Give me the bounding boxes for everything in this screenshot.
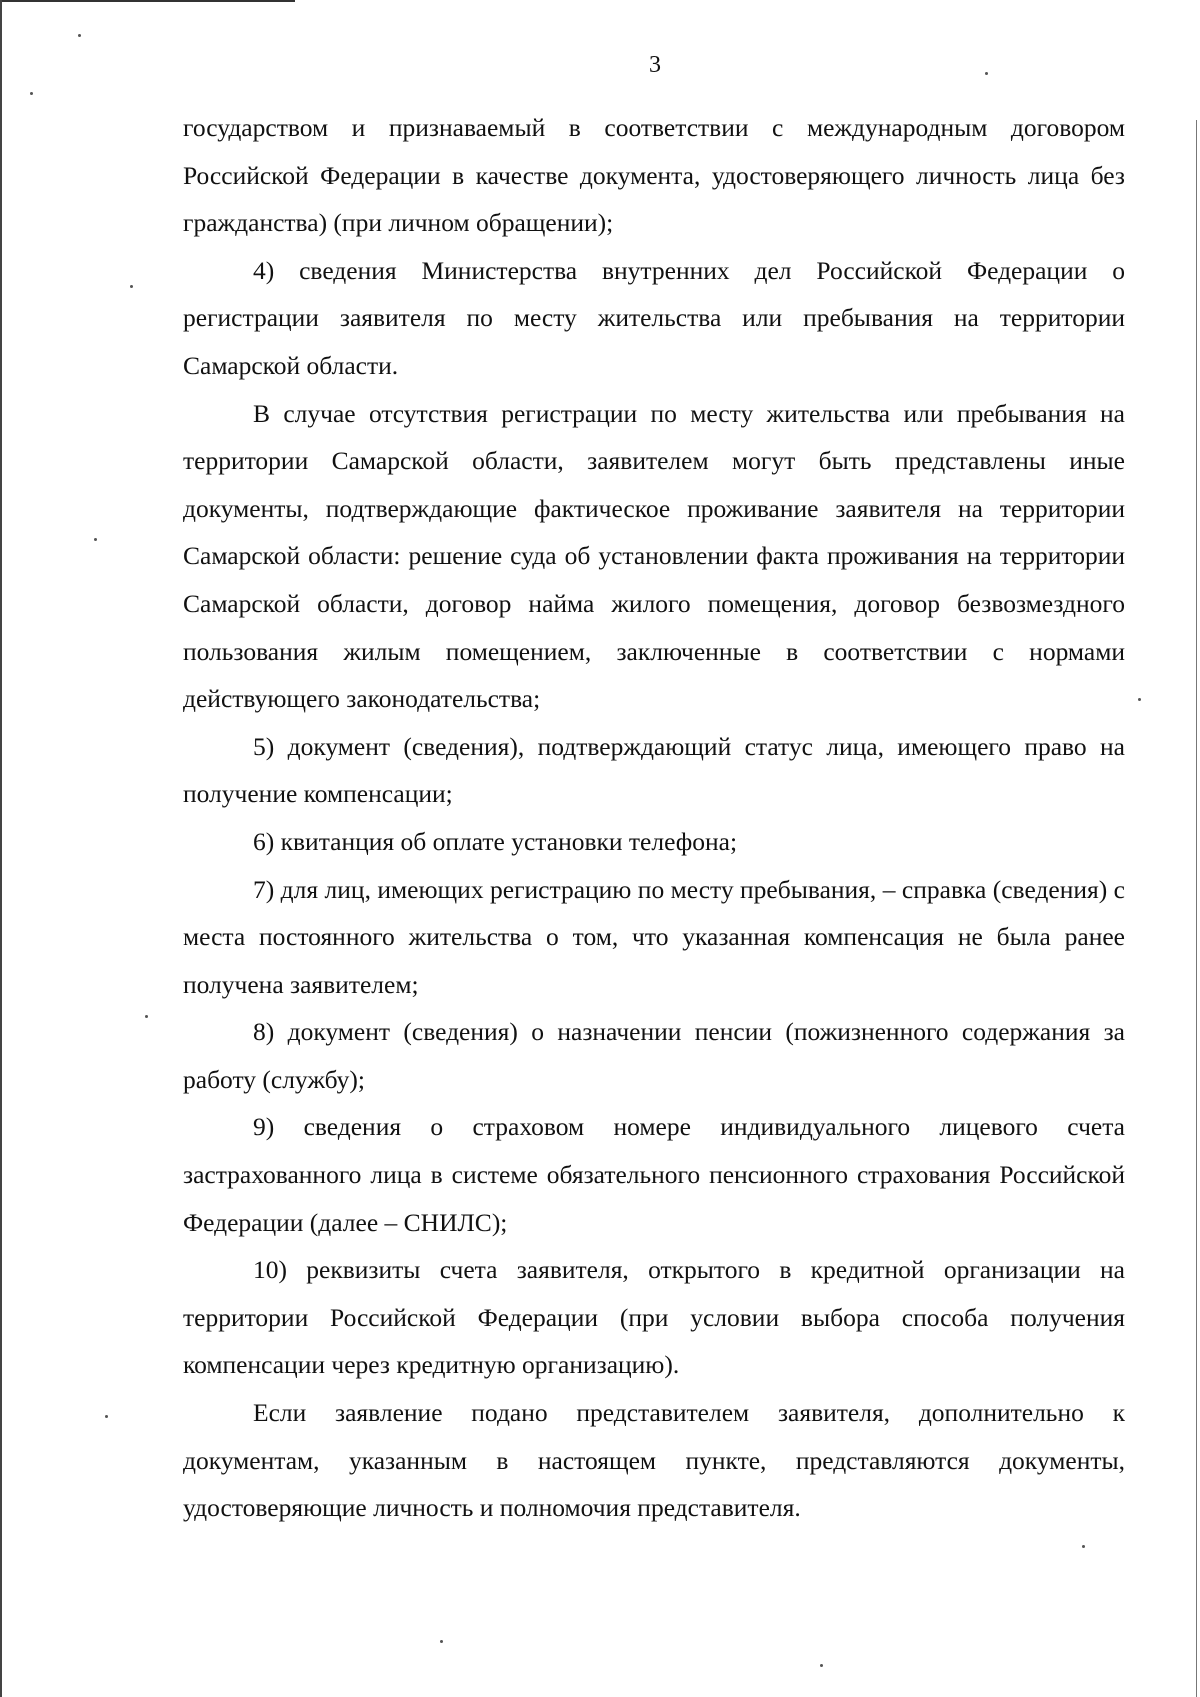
scan-border-left [0,0,2,1697]
paragraph-item-8: 8) документ (сведения) о назначении пенсии (пожизненного содержания за работу (службу); [183,1017,1125,1094]
paragraph-representative-note: Если заявление подано представителем заявителя, дополнительно к документам, указанным в настоящем пункте, представляются документы, удостоверяющие личность и полномочия представителя. [183,1398,1125,1523]
paragraph-continuation: государством и признаваемый в соответствии с международным договором Российской Федерации в качестве документа, удостоверяющего личность лица без гражданства) (при личном обращении); [183,113,1125,238]
scan-speck [130,285,133,288]
paragraph-registration-note: В случае отсутствия регистрации по месту жительства или пребывания на территории Самарской области, заявителем могут быть представлены иные документы, подтверждающие фактическое проживание заявителя на территории Самарской области: решение суда об установлении факта проживания на территории Самарской области, договор найма жилого помещения, договор безвозмездного пользования жилым помещением, заключенные в соответствии с нормами действующего законодательства; [183,398,1125,714]
scan-speck [30,92,33,95]
paragraph-item-9: 9) сведения о страховом номере индивидуального лицевого счета застрахованного лица в системе обязательного пенсионного страхования Российской Федерации (далее – СНИЛС); [183,1112,1125,1237]
scan-speck [440,1640,443,1643]
scan-speck [985,72,988,75]
scan-speck [1138,698,1141,701]
page-number: 3 [649,52,661,78]
scan-speck [145,1015,148,1018]
scan-speck [1082,1545,1085,1548]
scan-speck [820,1664,823,1667]
document-body [183,104,1125,1532]
scan-speck [94,538,97,541]
scan-border-top [0,0,295,2]
paragraph-item-5: 5) документ (сведения), подтверждающий статус лица, имеющего право на получение компенсации; [183,731,1125,809]
scan-speck [78,34,81,37]
paragraph-item-6: 6) квитанция об оплате установки телефона; [253,826,738,856]
paragraph-item-4: 4) сведения Министерства внутренних дел Российской Федерации о регистрации заявителя по месту жительства или пребывания на территории Самарской области. [183,255,1125,380]
paragraph-item-7: 7) для лиц, имеющих регистрацию по месту пребывания, – справка (сведения) с места постоянного жительства о том, что указанная компенсация не была ранее получена заявителем; [183,874,1125,999]
scan-speck [105,1415,108,1418]
scan-border-right [1196,120,1197,1697]
paragraph-item-10: 10) реквизиты счета заявителя, открытого в кредитной организации на территории Российской Федерации (при условии выбора способа получения компенсации через кредитную организацию). [183,1255,1125,1380]
